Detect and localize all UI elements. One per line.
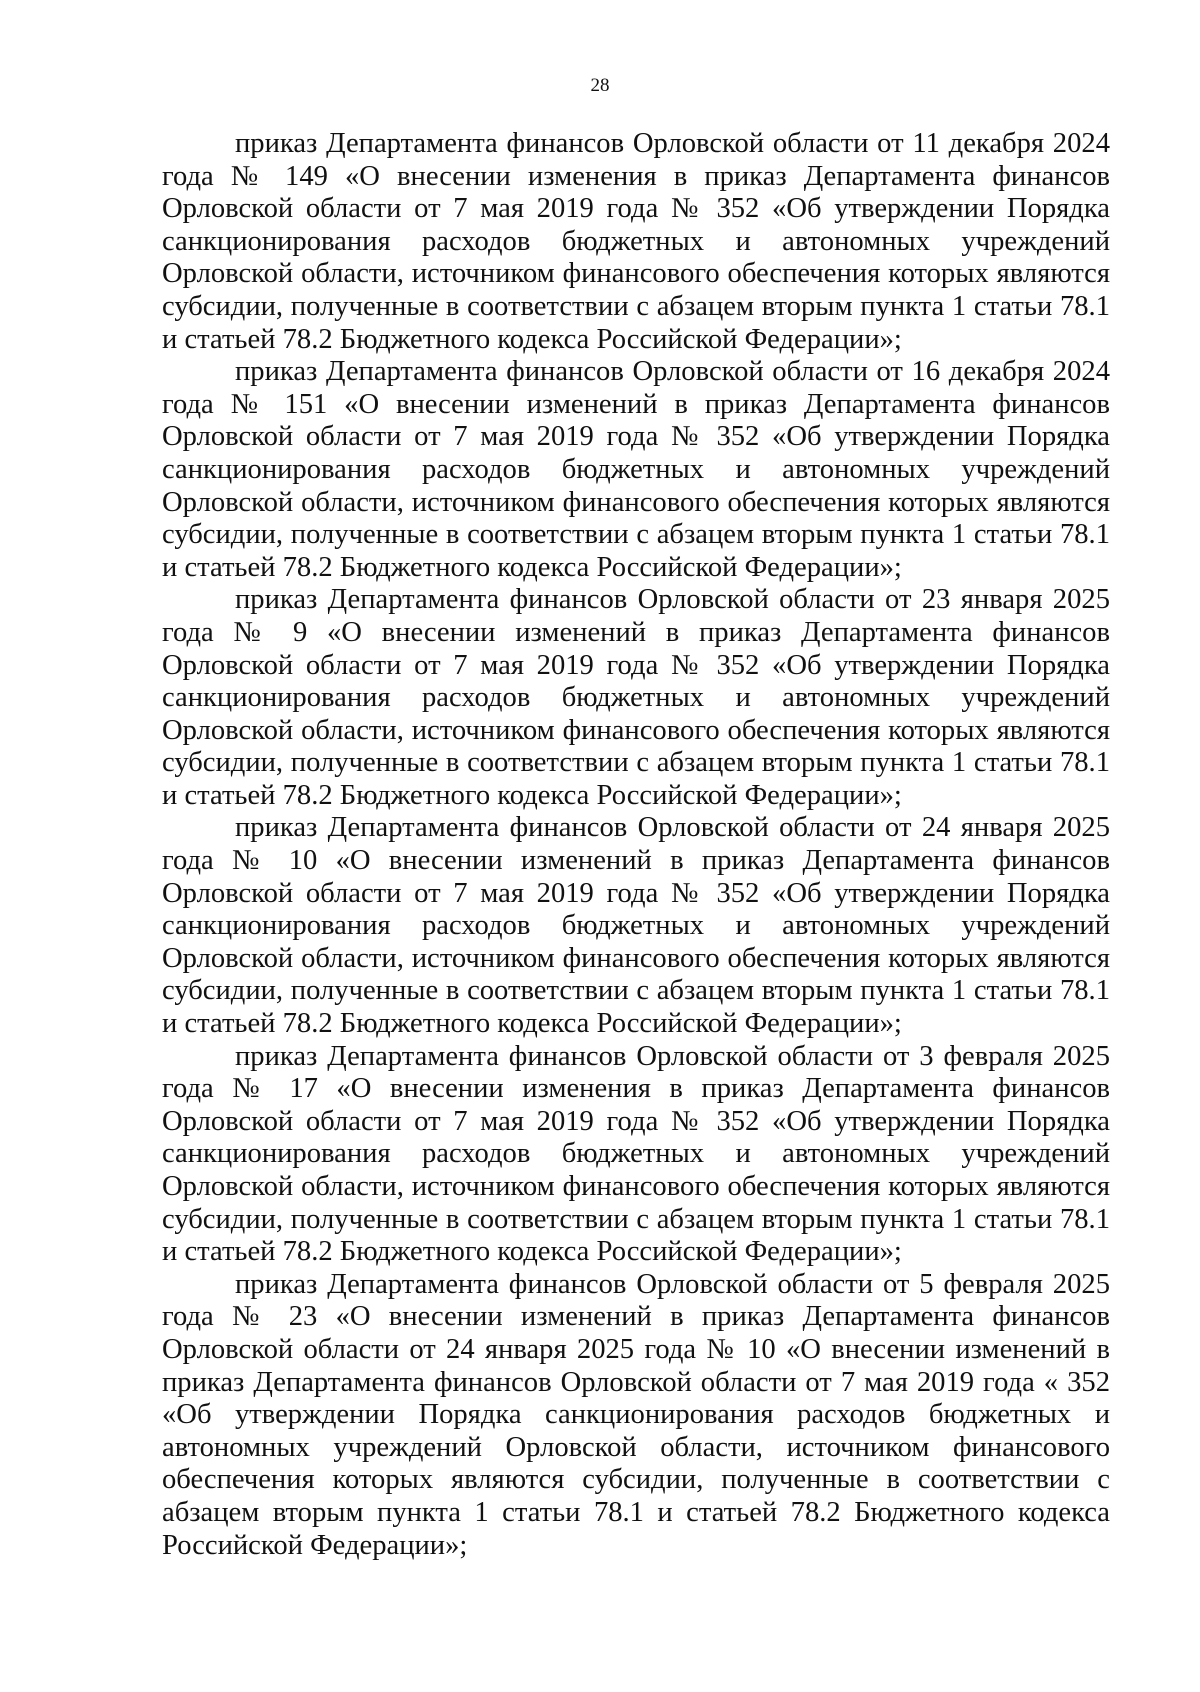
document-body [162, 128, 1110, 1562]
order-paragraph: приказ Департамента финансов Орловской области от 24 января 2025 года № 10 «О внесении изменений в приказ Департамента финансов Орловской области от 7 мая 2019 года № 352 «Об утверждении Порядка санкционирования расходов бюджетных и автономных учреждений Орловской области, источником финансового обеспечения которых являются субсидии, полученные в соответствии с абзацем вторым пункта 1 статьи 78.1 и статьей 78.2 Бюджетного кодекса Российской Федерации»; [162, 812, 1110, 1040]
order-paragraph: приказ Департамента финансов Орловской области от 11 декабря 2024 года № 149 «О внесении изменения в приказ Департамента финансов Орловской области от 7 мая 2019 года № 352 «Об утверждении Порядка санкционирования расходов бюджетных и автономных учреждений Орловской области, источником финансового обеспечения которых являются субсидии, полученные в соответствии с абзацем вторым пункта 1 статьи 78.1 и статьей 78.2 Бюджетного кодекса Российской Федерации»; [162, 128, 1110, 355]
page-number: 28 [590, 75, 610, 96]
order-paragraph: приказ Департамента финансов Орловской области от 5 февраля 2025 года № 23 «О внесении изменений в приказ Департамента финансов Орловской области от 24 января 2025 года № 10 «О внесении изменений в приказ Департамента финансов Орловской области от 7 мая 2019 года « 352 «Об утверждении Порядка санкционирования расходов бюджетных и автономных учреждений Орловской области, источником финансового обеспечения которых являются субсидии, полученные в соответствии с абзацем вторым пункта 1 статьи 78.1 и статьей 78.2 Бюджетного кодекса Российской Федерации»; [162, 1268, 1110, 1561]
order-paragraph: приказ Департамента финансов Орловской области от 3 февраля 2025 года № 17 «О внесении изменения в приказ Департамента финансов Орловской области от 7 мая 2019 года № 352 «Об утверждении Порядка санкционирования расходов бюджетных и автономных учреждений Орловской области, источником финансового обеспечения которых являются субсидии, полученные в соответствии с абзацем вторым пункта 1 статьи 78.1 и статьей 78.2 Бюджетного кодекса Российской Федерации»; [162, 1040, 1110, 1268]
order-paragraph: приказ Департамента финансов Орловской области от 23 января 2025 года № 9 «О внесении изменений в приказ Департамента финансов Орловской области от 7 мая 2019 года № 352 «Об утверждении Порядка санкционирования расходов бюджетных и автономных учреждений Орловской области, источником финансового обеспечения которых являются субсидии, полученные в соответствии с абзацем вторым пункта 1 статьи 78.1 и статьей 78.2 Бюджетного кодекса Российской Федерации»; [162, 584, 1110, 811]
order-paragraph: приказ Департамента финансов Орловской области от 16 декабря 2024 года № 151 «О внесении изменений в приказ Департамента финансов Орловской области от 7 мая 2019 года № 352 «Об утверждении Порядка санкционирования расходов бюджетных и автономных учреждений Орловской области, источником финансового обеспечения которых являются субсидии, полученные в соответствии с абзацем вторым пункта 1 статьи 78.1 и статьей 78.2 Бюджетного кодекса Российской Федерации»; [162, 356, 1110, 583]
